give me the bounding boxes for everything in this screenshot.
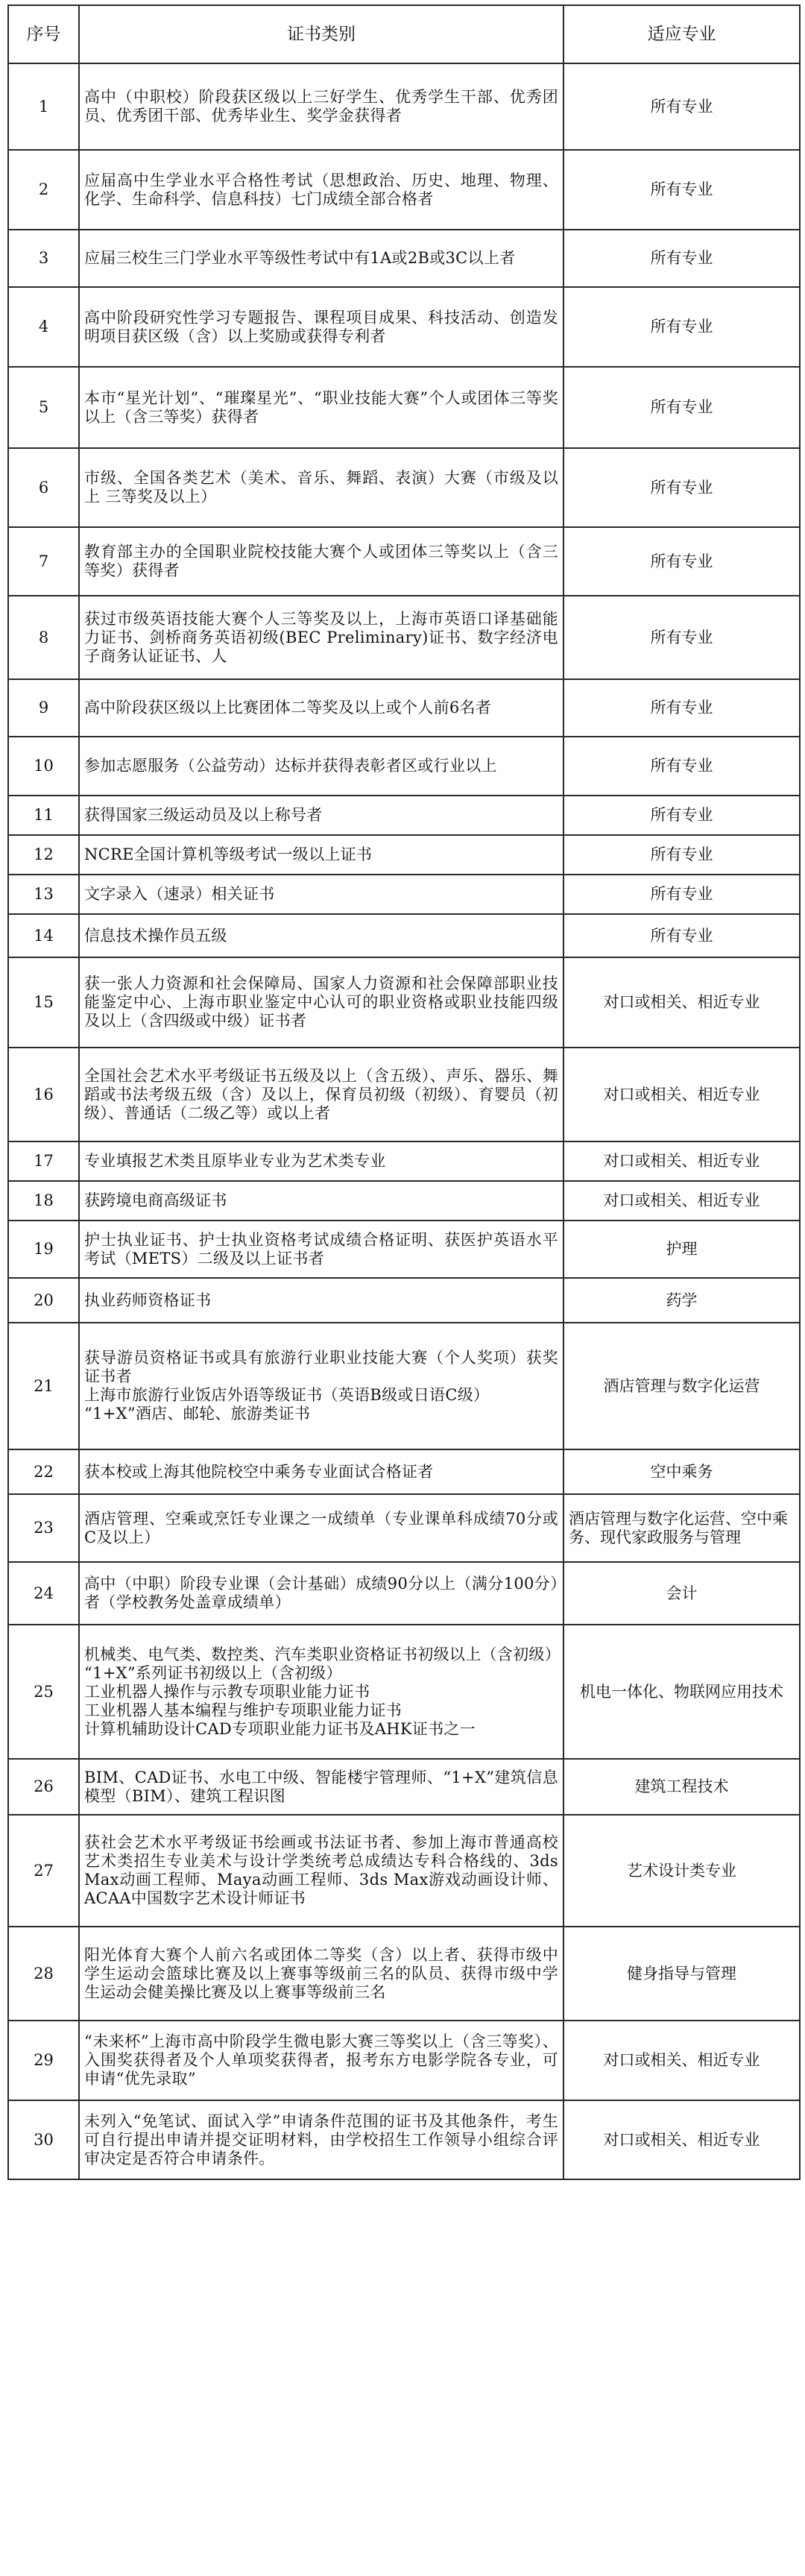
certificate-description <box>79 957 564 1048</box>
row-number: 20 <box>8 1278 79 1323</box>
certificate-line: “未来杯”上海市高中阶段学生微电影大赛三等奖以上（含三等奖）、入围奖获得者及个人单项奖获得者，报考东方电影学院各专业，可申请“优先录取” <box>84 2032 558 2088</box>
table-row <box>8 1562 800 1625</box>
applicable-major: 对口或相关、相近专业 <box>564 1181 800 1221</box>
certificate-line: 未列入“免笔试、面试入学”申请条件范围的证书及其他条件，考生可自行提出申请并提交证明材料，由学校招生工作领导小组综合评审决定是否符合申请条件。 <box>84 2111 558 2167</box>
table-row <box>8 2100 800 2179</box>
row-number: 11 <box>8 796 79 835</box>
applicable-major: 空中乘务 <box>564 1449 800 1494</box>
table-row <box>8 1323 800 1449</box>
row-number: 30 <box>8 2100 79 2179</box>
certificate-line: 获跨境电商高级证书 <box>84 1191 227 1209</box>
certificate-description <box>79 1494 564 1562</box>
certificate-description <box>79 835 564 875</box>
table-row <box>8 2021 800 2100</box>
row-number: 28 <box>8 1927 79 2021</box>
certificate-line: 市级、全国各类艺术（美术、音乐、舞蹈、表演）大赛（市级及以上 三等奖及以上） <box>84 469 558 506</box>
row-number: 17 <box>8 1141 79 1181</box>
certificate-description <box>79 1449 564 1494</box>
certificate-description <box>79 1278 564 1323</box>
row-number: 9 <box>8 679 79 737</box>
table-row <box>8 1815 800 1927</box>
certificate-description <box>79 1815 564 1927</box>
certificate-description <box>79 63 564 150</box>
certificate-line: 获导游员资格证书或具有旅游行业职业技能大赛（个人奖项）获奖证书者 <box>84 1349 558 1385</box>
certificate-line: 酒店管理、空乘或烹饪专业课之一成绩单（专业课单科成绩70分或C及以上） <box>84 1509 558 1546</box>
applicable-major: 所有专业 <box>564 367 800 448</box>
applicable-major: 所有专业 <box>564 150 800 230</box>
certificate-description <box>79 287 564 367</box>
certificate-description <box>79 2021 564 2100</box>
certificate-line: 护士执业证书、护士执业资格考试成绩合格证明、获医护英语水平考试（METS）二级及以上证书者 <box>84 1230 558 1267</box>
header-row <box>8 5 800 63</box>
certificate-line: 执业药师资格证书 <box>84 1291 212 1309</box>
certificate-line: 获过市级英语技能大赛个人三等奖及以上，上海市英语口译基础能力证书、剑桥商务英语初级(BEC Preliminary)证书、数字经济电子商务认证证书、人 <box>84 609 558 665</box>
applicable-major: 所有专业 <box>564 287 800 367</box>
certificate-description <box>79 679 564 737</box>
certificate-description <box>79 875 564 914</box>
row-number: 29 <box>8 2021 79 2100</box>
certificate-line: 本市“星光计划”、“璀璨星光”、“职业技能大赛”个人或团体三等奖以上（含三等奖）获得者 <box>84 388 558 426</box>
certificate-line: 获本校或上海其他院校空中乘务专业面试合格证者 <box>84 1462 434 1481</box>
row-number: 8 <box>8 596 79 679</box>
applicable-major: 对口或相关、相近专业 <box>564 1141 800 1181</box>
certificate-description <box>79 1759 564 1815</box>
certificate-description <box>79 1221 564 1278</box>
table-row <box>8 1625 800 1759</box>
applicable-major: 所有专业 <box>564 527 800 596</box>
certificate-description <box>79 1141 564 1181</box>
certificate-line: 全国社会艺术水平考级证书五级及以上（含五级）、声乐、器乐、舞蹈或书法考级五级（含）及以上，保育员初级（初级）、育婴员（初级）、普通话（二级乙等）或以上者 <box>84 1066 558 1122</box>
applicable-major: 建筑工程技术 <box>564 1759 800 1815</box>
table-row <box>8 796 800 835</box>
applicable-major: 酒店管理与数字化运营、空中乘务、现代家政服务与管理 <box>564 1494 800 1562</box>
certificate-description <box>79 737 564 796</box>
certificate-line: 高中阶段获区级以上比赛团体二等奖及以上或个人前6名者 <box>84 699 492 717</box>
certificate-description <box>79 1323 564 1449</box>
certificate-line: NCRE全国计算机等级考试一级以上证书 <box>84 845 373 863</box>
row-number: 12 <box>8 835 79 875</box>
certificate-description <box>79 596 564 679</box>
table-row <box>8 835 800 875</box>
applicable-major: 护理 <box>564 1221 800 1278</box>
applicable-major: 所有专业 <box>564 596 800 679</box>
row-number: 7 <box>8 527 79 596</box>
certificate-line: 应届三校生三门学业水平等级性考试中有1A或2B或3C以上者 <box>84 249 516 267</box>
certificate-description <box>79 448 564 527</box>
certificate-line: 获社会艺术水平考级证书绘画或书法证书者、参加上海市普通高校艺术类招生专业美术与设计学类统考总成绩达专科合格线的、3ds Max动画工程师、Maya动画工程师、3ds Max游戏动画设计师、ACAA中国数字艺术设计师证书 <box>84 1833 558 1907</box>
certificate-description <box>79 150 564 230</box>
table-row <box>8 957 800 1048</box>
applicable-major: 所有专业 <box>564 914 800 957</box>
header-certificate-type: 证书类别 <box>79 5 564 63</box>
row-number: 21 <box>8 1323 79 1449</box>
row-number: 16 <box>8 1048 79 1141</box>
certificate-line: 应届高中生学业水平合格性考试（思想政治、历史、地理、物理、化学、生命科学、信息科技）七门成绩全部合格者 <box>84 171 558 208</box>
certificate-description <box>79 914 564 957</box>
applicable-major: 酒店管理与数字化运营 <box>564 1323 800 1449</box>
certificate-description <box>79 1048 564 1141</box>
header-applicable-major: 适应专业 <box>564 5 800 63</box>
table-row <box>8 1181 800 1221</box>
table-row <box>8 1759 800 1815</box>
table-row <box>8 875 800 914</box>
row-number: 19 <box>8 1221 79 1278</box>
table-row <box>8 1927 800 2021</box>
row-number: 4 <box>8 287 79 367</box>
certificate-description <box>79 527 564 596</box>
applicable-major: 所有专业 <box>564 230 800 287</box>
table-row <box>8 914 800 957</box>
table-row <box>8 1221 800 1278</box>
row-number: 5 <box>8 367 79 448</box>
table-row <box>8 679 800 737</box>
certificate-line: “1+X”酒店、邮轮、旅游类证书 <box>84 1405 311 1423</box>
certificate-line: 高中（中职）阶段专业课（会计基础）成绩90分以上（满分100分）者（学校教务处盖章成绩单） <box>84 1575 558 1611</box>
certificate-description <box>79 1927 564 2021</box>
applicable-major: 所有专业 <box>564 448 800 527</box>
table-row <box>8 1048 800 1141</box>
applicable-major: 药学 <box>564 1278 800 1323</box>
row-number: 25 <box>8 1625 79 1759</box>
table-row <box>8 1449 800 1494</box>
table-row <box>8 230 800 287</box>
row-number: 22 <box>8 1449 79 1494</box>
certificate-line: 信息技术操作员五级 <box>84 926 227 945</box>
row-number: 26 <box>8 1759 79 1815</box>
certificate-description <box>79 230 564 287</box>
certificate-table <box>7 4 801 2180</box>
certificate-line: 专业填报艺术类且原毕业专业为艺术类专业 <box>84 1152 386 1170</box>
applicable-major: 对口或相关、相近专业 <box>564 1048 800 1141</box>
table-row <box>8 737 800 796</box>
certificate-line: BIM、CAD证书、水电工中级、智能楼宇管理师、“1+X”建筑信息模型（BIM）、建筑工程识图 <box>84 1768 558 1805</box>
table-row <box>8 1141 800 1181</box>
row-number: 27 <box>8 1815 79 1927</box>
row-number: 1 <box>8 63 79 150</box>
applicable-major: 所有专业 <box>564 63 800 150</box>
certificate-line: 高中（中职校）阶段获区级以上三好学生、优秀学生干部、优秀团员、优秀团干部、优秀毕业生、奖学金获得者 <box>84 88 558 125</box>
applicable-major: 所有专业 <box>564 679 800 737</box>
row-number: 6 <box>8 448 79 527</box>
table-row <box>8 150 800 230</box>
row-number: 14 <box>8 914 79 957</box>
applicable-major: 所有专业 <box>564 796 800 835</box>
table-row <box>8 1278 800 1323</box>
row-number: 15 <box>8 957 79 1048</box>
certificate-line: 上海市旅游行业饭店外语等级证书（英语B级或日语C级） <box>84 1386 490 1404</box>
row-number: 18 <box>8 1181 79 1221</box>
applicable-major: 所有专业 <box>564 835 800 875</box>
applicable-major: 会计 <box>564 1562 800 1625</box>
certificate-line: 计算机辅助设计CAD专项职业能力证书及AHK证书之一 <box>84 1719 476 1738</box>
certificate-description <box>79 1181 564 1221</box>
table-row <box>8 596 800 679</box>
header-number: 序号 <box>8 5 79 63</box>
certificate-line: 阳光体育大赛个人前六名或团体二等奖（含）以上者、获得市级中学生运动会篮球比赛及以上赛事等级前三名的队员、获得市级中学生运动会健美操比赛及以上赛事等级前三名 <box>84 1945 558 2001</box>
row-number: 10 <box>8 737 79 796</box>
table-row <box>8 287 800 367</box>
table-row <box>8 367 800 448</box>
applicable-major: 所有专业 <box>564 875 800 914</box>
table-row <box>8 1494 800 1562</box>
certificate-line: 工业机器人基本编程与维护专项职业能力证书 <box>84 1701 402 1719</box>
table-row <box>8 448 800 527</box>
row-number: 23 <box>8 1494 79 1562</box>
certificate-line: 文字录入（速录）相关证书 <box>84 885 275 903</box>
certificate-line: 参加志愿服务（公益劳动）达标并获得表彰者区或行业以上 <box>84 757 497 775</box>
certificate-description <box>79 1562 564 1625</box>
certificate-line: “1+X”系列证书初级以上（含初级） <box>84 1663 342 1682</box>
applicable-major: 机电一体化、物联网应用技术 <box>564 1625 800 1759</box>
certificate-description <box>79 1625 564 1759</box>
applicable-major: 健身指导与管理 <box>564 1927 800 2021</box>
applicable-major: 对口或相关、相近专业 <box>564 2100 800 2179</box>
certificate-line: 获一张人力资源和社会保障局、国家人力资源和社会保障部职业技能鉴定中心、上海市职业鉴定中心认可的职业资格或职业技能四级及以上（含四级或中级）证书者 <box>84 974 558 1030</box>
row-number: 2 <box>8 150 79 230</box>
certificate-line: 机械类、电气类、数控类、汽车类职业资格证书初级以上（含初级） <box>84 1645 561 1663</box>
certificate-line: 高中阶段研究性学习专题报告、课程项目成果、科技活动、创造发明项目获区级（含）以上奖励或获得专利者 <box>84 308 558 345</box>
applicable-major: 对口或相关、相近专业 <box>564 957 800 1048</box>
row-number: 13 <box>8 875 79 914</box>
certificate-description <box>79 796 564 835</box>
applicable-major: 艺术设计类专业 <box>564 1815 800 1927</box>
certificate-description <box>79 367 564 448</box>
applicable-major: 所有专业 <box>564 737 800 796</box>
certificate-line: 获得国家三级运动员及以上称号者 <box>84 806 323 824</box>
row-number: 24 <box>8 1562 79 1625</box>
table-row <box>8 63 800 150</box>
table-row <box>8 527 800 596</box>
certificate-description <box>79 2100 564 2179</box>
applicable-major: 对口或相关、相近专业 <box>564 2021 800 2100</box>
certificate-line: 工业机器人操作与示教专项职业能力证书 <box>84 1682 370 1701</box>
certificate-line: 教育部主办的全国职业院校技能大赛个人或团体三等奖以上（含三等奖）获得者 <box>84 543 558 579</box>
row-number: 3 <box>8 230 79 287</box>
